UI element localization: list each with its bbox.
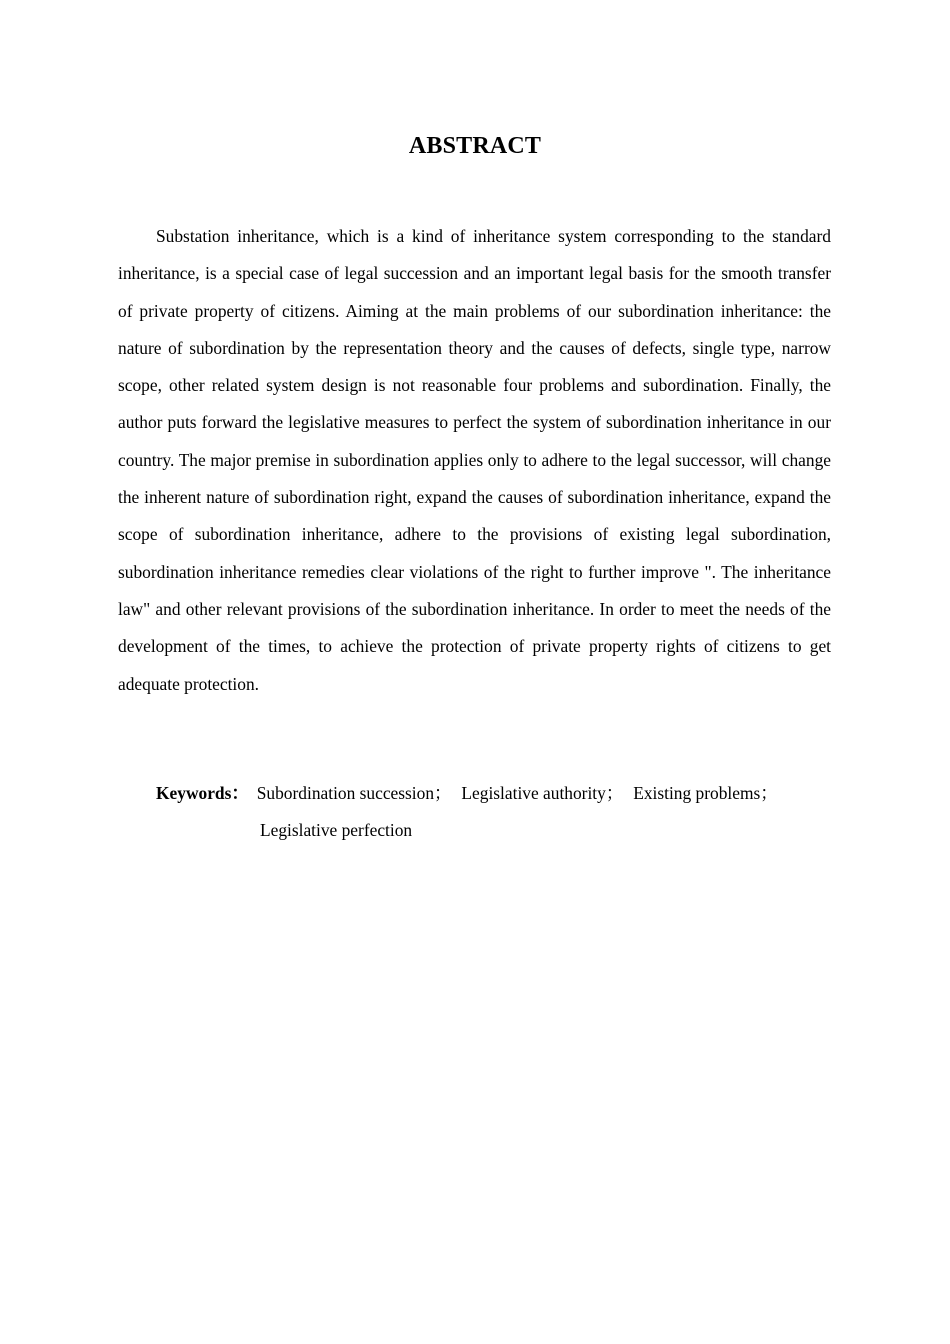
- keywords-section: [156, 775, 836, 849]
- abstract-title: ABSTRACT: [408, 133, 542, 159]
- keyword-item: Legislative authority；: [461, 783, 624, 803]
- keyword-item: Legislative perfection: [260, 820, 413, 840]
- keyword-item: Subordination succession；: [256, 783, 452, 803]
- keywords-label: Keywords：: [156, 783, 249, 803]
- abstract-paragraph: Substation inheritance, which is a kind of inheritance system corresponding to the standard inheritance, is a special case of legal succession and an important legal basis for the smooth transfer of private property of citizens. Aiming at the main problems of our subordination inheritance: the nature of subordination by the representation theory and the causes of defects, single type, narrow scope, other related system design is not reasonable four problems and subordination. Finally, the author puts forward the legislative measures to perfect the system of subordination inheritance in our country. The major premise in subordination applies only to adhere to the legal successor, will change the inherent nature of subordination right, expand the causes of subordination inheritance, expand the scope of subordination inheritance, adhere to the provisions of existing legal subordination, subordination inheritance remedies clear violations of the right to further improve ". The inheritance law" and other relevant provisions of the subordination inheritance. In order to meet the needs of the development of the times, to achieve the protection of private property rights of citizens to get adequate protection.: [118, 226, 831, 694]
- keyword-item: Existing problems；: [633, 783, 778, 803]
- keywords-line-1: [156, 775, 836, 812]
- keywords-line-2: [156, 812, 836, 849]
